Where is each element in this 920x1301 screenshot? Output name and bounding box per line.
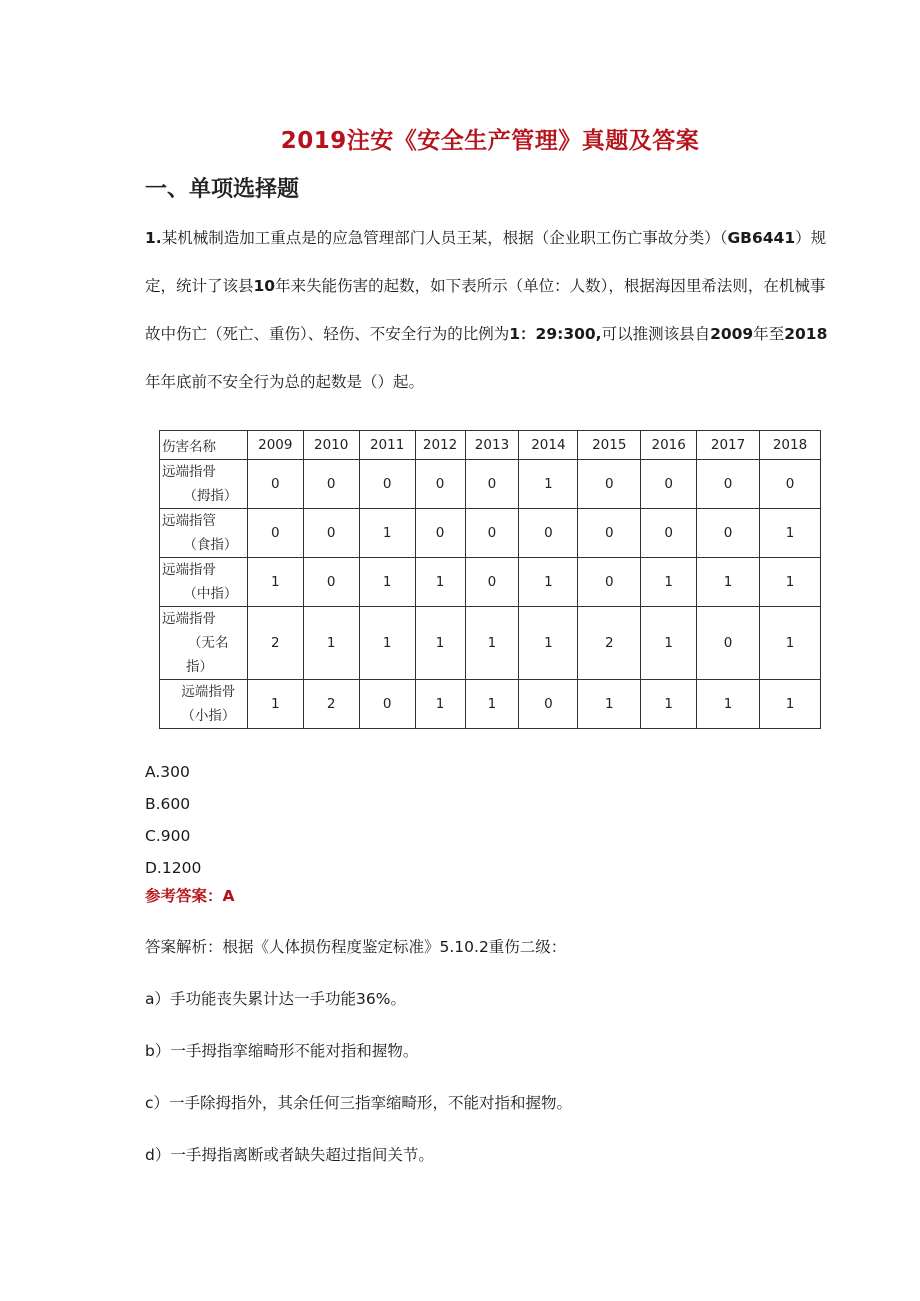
question-part: 年来失能伤害的起数，如下表所示（单位：人数），根据海因里希法则，在机械事故中伤亡（死亡、重伤）、轻伤、不安全行为的比例为 bbox=[145, 277, 826, 343]
section-heading: 一、单项选择题 bbox=[145, 177, 300, 202]
table-cell: 1 bbox=[465, 680, 519, 729]
row-label: 远端指骨 （拇指） bbox=[160, 460, 248, 509]
table-cell: 0 bbox=[697, 460, 760, 509]
table-cell: 2 bbox=[247, 607, 303, 680]
answer-analysis bbox=[145, 934, 865, 1194]
table-cell: 2 bbox=[303, 680, 359, 729]
table-cell: 0 bbox=[415, 509, 465, 558]
table-cell: 1 bbox=[359, 509, 415, 558]
table-cell: 1 bbox=[465, 607, 519, 680]
option-d: D.1200 bbox=[145, 859, 202, 877]
standard-code: GB6441 bbox=[727, 229, 796, 247]
table-cell: 0 bbox=[247, 509, 303, 558]
row-label: 远端指骨 （小指） bbox=[160, 680, 248, 729]
table-cell: 0 bbox=[303, 509, 359, 558]
question-part: 年年底前不安全行为总的起数是（）起。 bbox=[145, 373, 425, 391]
question-number: 1. bbox=[145, 229, 162, 247]
table-header-row bbox=[160, 431, 821, 460]
year-to: 2018 bbox=[784, 325, 828, 343]
table-cell: 0 bbox=[697, 509, 760, 558]
table-cell: 1 bbox=[519, 558, 578, 607]
table-cell: 0 bbox=[519, 680, 578, 729]
row-label: 远端指骨 （无名 指） bbox=[160, 607, 248, 680]
column-header: 2018 bbox=[760, 431, 821, 460]
row-label: 远端指管 （食指） bbox=[160, 509, 248, 558]
table-cell: 0 bbox=[641, 460, 697, 509]
table-cell: 1 bbox=[247, 680, 303, 729]
column-header: 2012 bbox=[415, 431, 465, 460]
table-cell: 0 bbox=[465, 460, 519, 509]
table-cell: 0 bbox=[303, 558, 359, 607]
table-cell: 0 bbox=[359, 460, 415, 509]
table-cell: 0 bbox=[578, 509, 641, 558]
table-cell: 0 bbox=[519, 509, 578, 558]
table-cell: 0 bbox=[641, 509, 697, 558]
table-cell: 1 bbox=[760, 680, 821, 729]
table-cell: 1 bbox=[697, 558, 760, 607]
table-row bbox=[160, 509, 821, 558]
analysis-line: a）手功能丧失累计达一手功能36%。 bbox=[145, 990, 406, 1008]
reference-answer: 参考答案：A bbox=[145, 887, 235, 905]
table-cell: 0 bbox=[465, 558, 519, 607]
option-c: C.900 bbox=[145, 827, 191, 845]
table-cell: 0 bbox=[578, 460, 641, 509]
table-cell: 1 bbox=[697, 680, 760, 729]
table-cell: 1 bbox=[247, 558, 303, 607]
year-from: 2009 bbox=[710, 325, 754, 343]
table-cell: 1 bbox=[760, 509, 821, 558]
question-text bbox=[145, 214, 835, 406]
question-part: 某机械制造加工重点是的应急管理部门人员王某，根据（企业职工伤亡事故分类）（ bbox=[161, 229, 728, 247]
table-cell: 0 bbox=[697, 607, 760, 680]
table-cell: 0 bbox=[303, 460, 359, 509]
document-title: 2019注安《安全生产管理》真题及答案 bbox=[280, 128, 700, 154]
column-header: 2017 bbox=[697, 431, 760, 460]
table-row bbox=[160, 607, 821, 680]
table-cell: 0 bbox=[578, 558, 641, 607]
table-cell: 1 bbox=[359, 607, 415, 680]
row-label: 远端指骨 （中指） bbox=[160, 558, 248, 607]
column-header: 2010 bbox=[303, 431, 359, 460]
table-row bbox=[160, 460, 821, 509]
column-header: 2015 bbox=[578, 431, 641, 460]
option-b: B.600 bbox=[145, 795, 191, 813]
column-header: 2013 bbox=[465, 431, 519, 460]
table-cell: 1 bbox=[415, 607, 465, 680]
analysis-line: d）一手拇指离断或者缺失超过指间关节。 bbox=[145, 1146, 434, 1164]
injury-data-table bbox=[159, 430, 821, 729]
column-header: 2014 bbox=[519, 431, 578, 460]
question-part: ）规定，统计了该县 bbox=[145, 229, 827, 295]
analysis-line: b）一手拇指挛缩畸形不能对指和握物。 bbox=[145, 1042, 419, 1060]
table-cell: 1 bbox=[760, 558, 821, 607]
table-row bbox=[160, 680, 821, 729]
column-header: 2016 bbox=[641, 431, 697, 460]
column-header: 伤害名称 bbox=[160, 431, 248, 460]
option-a: A.300 bbox=[145, 763, 190, 781]
table-cell: 0 bbox=[760, 460, 821, 509]
table-cell: 1 bbox=[303, 607, 359, 680]
analysis-line: c）一手除拇指外，其余任何三指挛缩畸形，不能对指和握物。 bbox=[145, 1094, 573, 1112]
question-part: 可以推测该县自 bbox=[601, 325, 711, 343]
table-row bbox=[160, 558, 821, 607]
answer-options bbox=[145, 756, 201, 884]
table-cell: 0 bbox=[359, 680, 415, 729]
table-cell: 1 bbox=[641, 558, 697, 607]
table-cell: 1 bbox=[519, 460, 578, 509]
table-cell: 1 bbox=[578, 680, 641, 729]
table-cell: 1 bbox=[415, 558, 465, 607]
analysis-line: 答案解析：根据《人体损伤程度鉴定标准》5.10.2重伤二级： bbox=[145, 938, 567, 956]
question-part: 年至 bbox=[753, 325, 785, 343]
table-cell: 1 bbox=[760, 607, 821, 680]
ratio-value: 1：29:300, bbox=[509, 325, 602, 343]
column-header: 2009 bbox=[247, 431, 303, 460]
table-cell: 1 bbox=[359, 558, 415, 607]
table-cell: 0 bbox=[465, 509, 519, 558]
table-cell: 1 bbox=[519, 607, 578, 680]
table-cell: 1 bbox=[641, 607, 697, 680]
table-cell: 0 bbox=[247, 460, 303, 509]
table-cell: 0 bbox=[415, 460, 465, 509]
years-count: 10 bbox=[253, 277, 276, 295]
column-header: 2011 bbox=[359, 431, 415, 460]
table-cell: 2 bbox=[578, 607, 641, 680]
table-cell: 1 bbox=[641, 680, 697, 729]
table-cell: 1 bbox=[415, 680, 465, 729]
